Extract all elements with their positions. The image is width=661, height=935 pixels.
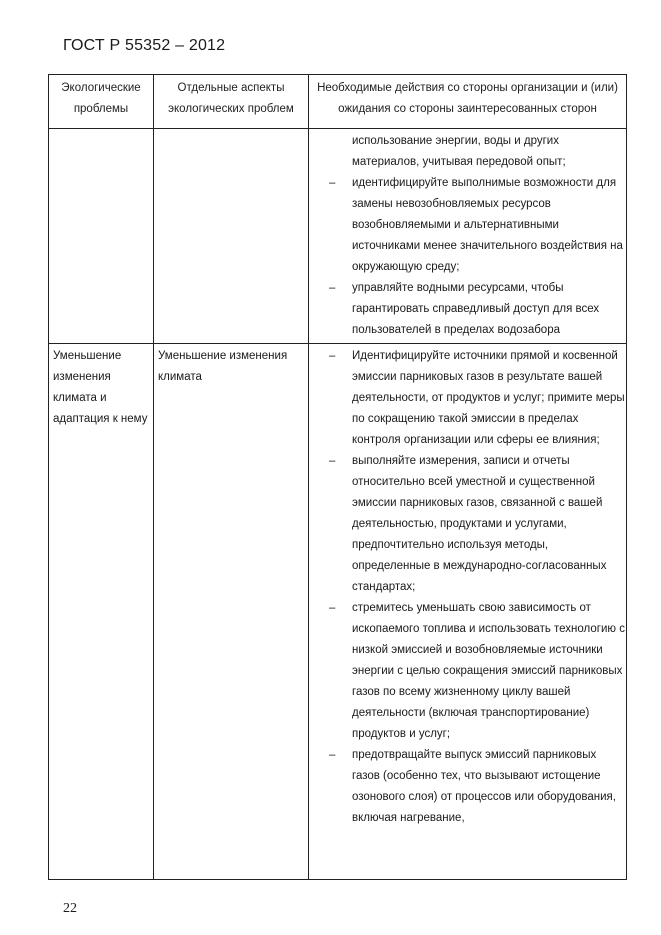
table-header-row (49, 75, 627, 129)
cell-aspect: Уменьшение изменения климата (154, 344, 309, 880)
list-item (309, 131, 626, 173)
action-text: управляйте водными ресурсами, чтобы гарантировать справедливый доступ для всех пользователей в пределах водозабора (352, 282, 600, 336)
list-item (309, 346, 626, 451)
action-list (309, 344, 626, 829)
list-item (309, 173, 626, 278)
header-ecological-problems: Экологические проблемы (49, 75, 154, 129)
cell-problem: Уменьшение изменения климата и адаптация к нему (49, 344, 154, 880)
dash-marker: – (329, 602, 336, 614)
dash-marker: – (329, 350, 336, 362)
document-standard-code: ГОСТ Р 55352 – 2012 (63, 37, 226, 54)
action-text: Идентифицируйте источники прямой и косвенной эмиссии парниковых газов в результате вашей деятельности, от продуктов и услуг; примите меры по сокращению такой эмиссии в пределах контроля организации или сферы ее влияния; (352, 350, 625, 446)
table-row (49, 129, 627, 344)
action-list (309, 129, 626, 341)
dash-marker: – (329, 455, 336, 467)
list-item (309, 598, 626, 745)
dash-marker: – (329, 177, 336, 189)
action-text: использование энергии, воды и других материалов, учитывая передовой опыт; (352, 135, 566, 168)
page-number: 22 (63, 901, 77, 916)
action-text: предотвращайте выпуск эмиссий парниковых газов (особенно тех, что вызывают истощение озонового слоя) от процессов или оборудования, включая нагревание, (352, 749, 616, 824)
action-text: стремитесь уменьшать свою зависимость от ископаемого топлива и использовать технологию с низкой эмиссией и возобновляемые источники энергии с целью сокращения эмиссий парниковых газов по всему жизненному циклу вашей деятельности (включая транспортирование) продуктов и услуг; (352, 602, 625, 740)
list-item (309, 745, 626, 829)
cell-actions (309, 129, 627, 344)
requirements-table (48, 74, 627, 880)
cell-actions (309, 344, 627, 880)
table-row (49, 344, 627, 880)
dash-marker: – (329, 282, 336, 294)
cell-aspect (154, 129, 309, 344)
action-text: идентифицируйте выполнимые возможности для замены невозобновляемых ресурсов возобновляемыми и альтернативными источниками менее значительного воздействия на окружающую среду; (352, 177, 623, 273)
header-required-actions: Необходимые действия со стороны организации и (или) ожидания со стороны заинтересованных сторон (309, 75, 627, 129)
list-item (309, 451, 626, 598)
cell-problem (49, 129, 154, 344)
action-text: выполняйте измерения, записи и отчеты относительно всей уместной и существенной эмиссии парниковых газов, связанной с вашей деятельностью, продуктами и услугами, предпочтительно используя методы, определенные в международно-согласованных стандартах; (352, 455, 607, 593)
dash-marker: – (329, 749, 336, 761)
list-item (309, 278, 626, 341)
header-problem-aspects: Отдельные аспекты экологических проблем (154, 75, 309, 129)
